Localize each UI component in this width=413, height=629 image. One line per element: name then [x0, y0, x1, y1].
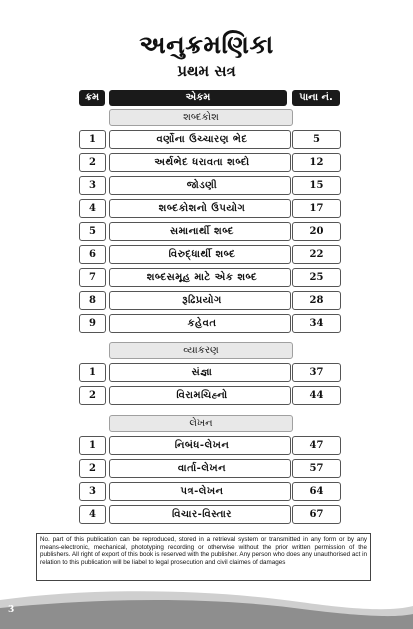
row-number: 9 [79, 314, 106, 333]
table-row [79, 245, 341, 264]
row-number: 4 [79, 505, 106, 524]
table-row [79, 436, 341, 455]
table-row [79, 153, 341, 172]
row-page: 17 [292, 199, 341, 218]
row-title: રૂઢિપ્રયોગ [109, 291, 291, 310]
table-row [79, 130, 341, 149]
row-page: 37 [292, 363, 341, 382]
page-number: 3 [8, 605, 15, 615]
row-page: 15 [292, 176, 341, 195]
row-number: 4 [79, 199, 106, 218]
page-subtitle: પ્રથમ સત્ર [177, 62, 236, 80]
section-heading: વ્યાકરણ [109, 342, 293, 359]
row-title: નિબંધ-લેખન [109, 436, 291, 455]
row-number: 3 [79, 176, 106, 195]
copyright-notice: No. part of this publication can be reproduced, stored in a retrieval system or transmitted in any form or by any means-electronic, mechanical, phototyping recording or otherwise without the prior written permission of the publishers. All right of export of this book is reserved with the publisher. Any person who does any unauthorised act in relation to this publication will be liabel to legal prosecution and civil claimes of damages [36, 533, 371, 581]
row-number: 7 [79, 268, 106, 287]
column-header-unit: એકમ [109, 90, 287, 106]
row-title: શબ્દકોશનો ઉપયોગ [109, 199, 291, 218]
row-page: 5 [292, 130, 341, 149]
row-title: વર્ણોના ઉચ્ચારણ ભેદ [109, 130, 291, 149]
row-page: 44 [292, 386, 341, 405]
table-row [79, 268, 341, 287]
row-number: 5 [79, 222, 106, 241]
row-number: 1 [79, 363, 106, 382]
row-title: જોડણી [109, 176, 291, 195]
row-title: કહેવત [109, 314, 291, 333]
row-page: 28 [292, 291, 341, 310]
row-number: 2 [79, 459, 106, 478]
row-number: 1 [79, 436, 106, 455]
table-row [79, 482, 341, 501]
row-number: 2 [79, 153, 106, 172]
row-page: 64 [292, 482, 341, 501]
section-heading: લેખન [109, 415, 293, 432]
table-row [79, 176, 341, 195]
column-header-num: ક્રમ [79, 90, 105, 106]
row-page: 12 [292, 153, 341, 172]
table-row [79, 314, 341, 333]
row-page: 20 [292, 222, 341, 241]
table-row [79, 459, 341, 478]
row-page: 67 [292, 505, 341, 524]
row-title: વિચાર-વિસ્તાર [109, 505, 291, 524]
row-page: 25 [292, 268, 341, 287]
column-header-page: પાના નં. [292, 90, 340, 106]
section-heading: શબ્દકોશ [109, 109, 293, 126]
row-number: 3 [79, 482, 106, 501]
row-number: 6 [79, 245, 106, 264]
table-row [79, 386, 341, 405]
row-number: 1 [79, 130, 106, 149]
row-title: સમાનાર્થી શબ્દ [109, 222, 291, 241]
row-page: 57 [292, 459, 341, 478]
table-row [79, 291, 341, 310]
row-page: 47 [292, 436, 341, 455]
row-page: 34 [292, 314, 341, 333]
row-page: 22 [292, 245, 341, 264]
row-number: 8 [79, 291, 106, 310]
row-title: વિરુદ્ધાર્થી શબ્દ [109, 245, 291, 264]
row-title: શબ્દસમૂહ માટે એક શબ્દ [109, 268, 291, 287]
row-title: અર્થભેદ ધરાવતા શબ્દો [109, 153, 291, 172]
table-row [79, 222, 341, 241]
row-number: 2 [79, 386, 106, 405]
table-row [79, 505, 341, 524]
row-title: સંજ્ઞા [109, 363, 291, 382]
row-title: વિરામચિહ્નો [109, 386, 291, 405]
row-title: પત્ર-લેખન [109, 482, 291, 501]
table-row [79, 199, 341, 218]
row-title: વાર્તા-લેખન [109, 459, 291, 478]
page-title: અનુક્રમણિકા [139, 30, 274, 59]
footer-wave [0, 586, 413, 629]
table-row [79, 363, 341, 382]
